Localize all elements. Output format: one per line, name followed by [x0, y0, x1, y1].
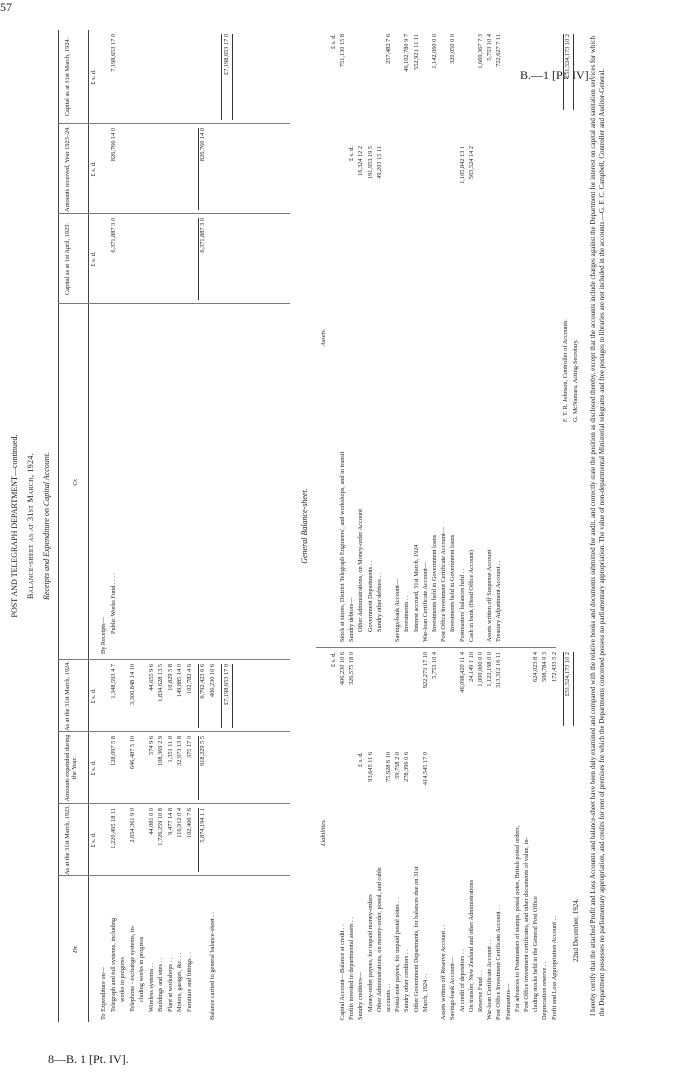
capital-dr-total: 918,229 5 5 [199, 736, 206, 766]
liability-label: Postal-note payees, for unpaid postal notes . . [394, 897, 402, 1012]
capital-dr-label: To Expenditure on— [100, 966, 107, 1020]
liability-label: War-loan Certificate Account . . [486, 939, 494, 1020]
capital-dr-label: Telegraph and toll systems, including [109, 917, 117, 1012]
capital-dr-total: 5,874,194 1 1 [199, 808, 206, 843]
rotated-balance-sheet-page [4, 26, 624, 1026]
assets-heading: Assets. [320, 328, 327, 346]
capital-units-2: £ s. d. [90, 688, 97, 704]
asset-subamount: 16,324 12 2 [357, 146, 365, 176]
liability-label: Profits invested in departmental assets . . [348, 917, 356, 1020]
capital-grand-total-cr: £7,198,653 17 0 [223, 34, 230, 75]
capital-header-0: Dr. [72, 945, 79, 953]
capital-dr-label: Telephone - exchange systems, in- [128, 925, 136, 1012]
balance-carried-label: Balance carried to general balance-sheet . . [209, 911, 216, 1020]
liability-subamount: £ s. d. [357, 752, 365, 768]
capital-dr-cell: 44,081 0 0 [147, 808, 155, 835]
liabilities-total: £51,524,173 10 2 [563, 652, 571, 697]
asset-amount: 46,102,780 9 7 [403, 34, 411, 72]
liability-amount: 1,000,000 0 0 [477, 652, 484, 687]
asset-label: Investments held in Government loans [449, 534, 457, 632]
asset-subamount: 49,203 15 11 [375, 146, 383, 179]
liability-label: Reserve Fund . . [477, 970, 484, 1012]
capital-dr-cell: 108,369 2 9 [157, 736, 164, 766]
asset-label: Investments held in Government loans [431, 534, 438, 632]
capital-dr-cell: 128,097 5 8 [109, 736, 117, 766]
capital-grand-total-dr: £7,198,653 17 0 [223, 664, 230, 705]
asset-label: Postmasters' balances held . . [458, 568, 466, 642]
liability-label: Post Office investment certificates, and other documents of value, in- [523, 837, 530, 1012]
capital-units-1: £ s. d. [90, 760, 97, 776]
capital-header-6: Amounts received, Year 1923–24. [64, 126, 71, 212]
capital-cr-cell: 6,371,887 3 0 [109, 218, 117, 253]
asset-label: Assets written off Suspense Account [486, 549, 494, 642]
liability-subamount: 414,545 17 0 [421, 752, 429, 786]
capital-dr-label: Motors, garages, &c. . . [176, 952, 183, 1012]
asset-label: Interest accrued, 31st March, 1924 [412, 544, 420, 632]
capital-units-3: £ s. d. [90, 251, 97, 267]
capital-units-0: £ s. d. [90, 832, 97, 848]
signature-secretary: G. McNamara, Acting-Secretary. [572, 339, 579, 422]
asset-label: Government Departments . . [366, 560, 374, 632]
capital-dr-cell: 44,655 9 6 [147, 664, 155, 691]
asset-label: Stock at stores, District Telegraph Engineers', and workshops, and in transit [339, 451, 346, 642]
signature-controller: F. T. R. Johnson, Controller of Accounts. [562, 319, 569, 422]
liability-label: On transfer, New Zealand and other Administrations [467, 879, 475, 1012]
capital-dr-cell: 10,829 5 8 [166, 664, 174, 691]
liability-subamount: 59,758 2 0 [394, 752, 402, 779]
capital-dr-cell: 2,654,361 9 0 [128, 808, 136, 843]
asset-amount: 1,669,367 7 3 [477, 34, 484, 69]
capital-dr-cell: 102,406 7 6 [185, 808, 193, 838]
liability-label: Money-order payees, for unpaid money-orders [366, 894, 374, 1012]
liability-amount: 406,230 10 6 [339, 652, 346, 686]
asset-amount: 552,921 11 11 [412, 34, 420, 70]
asset-label: Cash in bank (Head Office Account) [467, 549, 475, 642]
asset-label: Sundry other debtors . . [375, 572, 383, 632]
capital-dr-cell: 375 17 0 [185, 736, 193, 759]
capital-dr-cell: 116,912 0 4 [176, 808, 183, 838]
liabilities-units: £ s. d. [330, 652, 337, 668]
capital-dr-cell: 1,834,628 13 5 [157, 664, 164, 702]
liability-amount: 508,784 0 3 [541, 652, 549, 682]
asset-amount: 1,142,060 0 0 [431, 34, 438, 69]
asset-label: Post Office Investment Certificate Account— [440, 527, 448, 642]
balance-sheet-title: Balance-sheet as at 31st March, 1924. [26, 453, 35, 599]
capital-units-4: £ s. d. [90, 161, 97, 177]
asset-amount: 722,627 7 11 [495, 34, 503, 67]
asset-subamount: £ s. d. [348, 146, 356, 162]
capital-header-4: Cr. [72, 478, 79, 486]
liability-amount: 624,023 8 4 [532, 652, 540, 682]
liability-label: Post Office Investment Certificate Account . . [495, 905, 503, 1020]
capital-dr-cell: 1,220,495 18 11 [109, 808, 117, 849]
liability-label: Depreciation reserve . . [541, 961, 549, 1020]
capital-cr-label: By Receipts— [100, 617, 107, 654]
asset-amount: 320,050 0 0 [449, 34, 457, 64]
liability-label: For advances to Postmasters of stamps, postal notes, British postal orders, [513, 825, 521, 1012]
liability-label: Other Administrations, on money-order, postal, and cable [375, 867, 383, 1012]
capital-header-5: Capital as at 1st April, 1923. [64, 223, 71, 295]
capital-header-1: As at the 31st March, 1923. [64, 805, 71, 875]
liability-amount: 24,149 1 10 [467, 652, 475, 682]
department-title: POST AND TELEGRAPH DEPARTMENT—continued. [10, 434, 19, 618]
capital-dr-cell: 1,351 11 0 [166, 736, 174, 763]
asset-label: Savings-bank Account— [394, 578, 402, 642]
liability-subamount: 278,396 0 6 [403, 752, 411, 782]
capital-header-3: As at the 31st March, 1924. [64, 661, 71, 731]
assets-units: £ s. d. [330, 34, 337, 50]
liability-amount: 313,312 16 11 [495, 652, 503, 688]
liability-amount: 1,122,198 0 0 [486, 652, 494, 687]
liability-amount: 5,753 10 4 [431, 652, 438, 679]
capital-units-5: £ s. d. [90, 69, 97, 85]
liability-amount: 922,273 17 10 [421, 652, 429, 689]
capital-cr-label: Public Works Fund . . . . [109, 573, 117, 634]
capital-cr-cell: 7,198,653 17 0 [109, 34, 117, 72]
liability-label: Profit and Loss Appropriation Account . . [550, 915, 558, 1020]
capital-dr-label: works in progress [119, 957, 126, 1002]
capital-dr-label: Furniture and fittings . . [185, 952, 193, 1012]
capital-dr-label: Buildings and sites . . [157, 957, 164, 1012]
capital-account-title: Receipts and Expenditure on Capital Account. [42, 452, 51, 600]
liability-label: March, 1924 . . [421, 973, 429, 1012]
capital-header-2: Amounts expended during the Year. [64, 734, 79, 802]
capital-dr-total: 6,792,423 6 6 [199, 664, 206, 699]
liability-label: At credit of depositors . . [458, 949, 466, 1012]
asset-subamount: 1,105,842 13 1 [458, 146, 466, 184]
liability-label: Capital Account—Balance at credit . . [339, 924, 346, 1020]
capital-cr-total: 6,371,887 3 0 [199, 218, 206, 253]
asset-subamount: 563,524 14 2 [467, 146, 475, 180]
asset-label: Sundry debtors— [348, 597, 356, 642]
capital-dr-cell: 102,782 4 6 [185, 664, 193, 694]
capital-dr-cell: 3,300,848 14 10 [128, 664, 136, 705]
liability-label: accounts . . [385, 983, 392, 1012]
capital-header-7: Capital as at 31st March, 1924. [64, 37, 71, 117]
capital-dr-cell: 574 9 6 [147, 736, 155, 755]
capital-cr-cell: 826,766 14 0 [109, 128, 117, 162]
asset-label: Other Administrations, on Money-order Account [357, 509, 365, 632]
liability-label: cluding stocks held in the General Post Office [532, 896, 540, 1012]
auditor-certificate: I hereby certify that the attached Profit and Loss Accounts and balance-sheet have been duly examined and compared with the relative books and documents submitted for audit, and correctly state the position as disclosed thereby, except that the accounts include charges against the Department for interest on capital and sanitation services for which the Department possesses no parliamentary appropriation, and credits for rent of premises for which the Departments concerned possess no parliamentary appropriation. The value of non-departmental Ministerial telegrams and free postages to libraries are not included in the accounts.—G. F. C. Campbell, Controller and Auditor-General. [589, 36, 607, 1016]
liability-label: Assets written off Reserve Account . . [440, 924, 448, 1020]
asset-label: Treasury Adjustment Account . . [495, 560, 503, 642]
liability-amount: 326,575 18 0 [348, 652, 356, 686]
certificate-date: 22nd December, 1924. [572, 898, 580, 962]
capital-dr-cell: 646,487 5 10 [128, 736, 136, 770]
liability-label: Sundry creditors— [357, 971, 365, 1020]
liability-subamount: 75,928 6 10 [385, 752, 392, 782]
liability-label: Sundry other creditors . . [403, 949, 411, 1012]
asset-label: War-loan Certificate Account— [421, 561, 429, 642]
liabilities-heading: Liabilities. [320, 818, 327, 846]
liability-amount: 46,098,420 11 4 [458, 652, 466, 693]
balance-carried-amount: 406,230 10 6 [209, 664, 216, 698]
asset-label: Investments . . [403, 595, 411, 632]
page-reference-bottom: 8—B. 1 [Pt. IV]. [48, 1052, 129, 1066]
asset-amount: 751,130 15 8 [339, 34, 346, 68]
liability-label: Other Government Departments, for balances due on 31st [412, 866, 420, 1012]
page-reference-top: B.—1 [Pt. IV]. [520, 68, 592, 82]
capital-dr-label: Plant at workshops . . [166, 957, 174, 1012]
capital-dr-label: Wireless systems . . [147, 962, 155, 1012]
liability-subamount: 93,645 11 6 [366, 752, 374, 782]
capital-dr-cell: 1,726,259 10 8 [157, 808, 164, 846]
capital-dr-cell: 32,973 13 8 [176, 736, 183, 766]
capital-dr-cell: 9,477 14 8 [166, 808, 174, 835]
general-balance-sheet-heading: General Balance-sheet. [300, 488, 309, 564]
asset-subamount: 191,953 19 5 [366, 146, 374, 180]
capital-dr-cell: 1,348,593 4 7 [109, 664, 117, 699]
assets-total: £51,524,173 10 2 [563, 34, 571, 79]
capital-cr-total: 826,766 14 0 [199, 128, 206, 162]
liability-label: Savings-bank Account— [449, 956, 457, 1020]
asset-amount: 5,753 10 4 [486, 34, 494, 61]
capital-dr-label: cluding works in progress [138, 936, 145, 1002]
page-number: 57 [0, 0, 12, 14]
liability-amount: 172,433 5 2 [550, 652, 558, 682]
liability-label: Postmasters— [504, 983, 512, 1020]
capital-dr-cell: 149,885 14 0 [176, 664, 183, 698]
asset-amount: 257,482 7 6 [385, 34, 392, 64]
